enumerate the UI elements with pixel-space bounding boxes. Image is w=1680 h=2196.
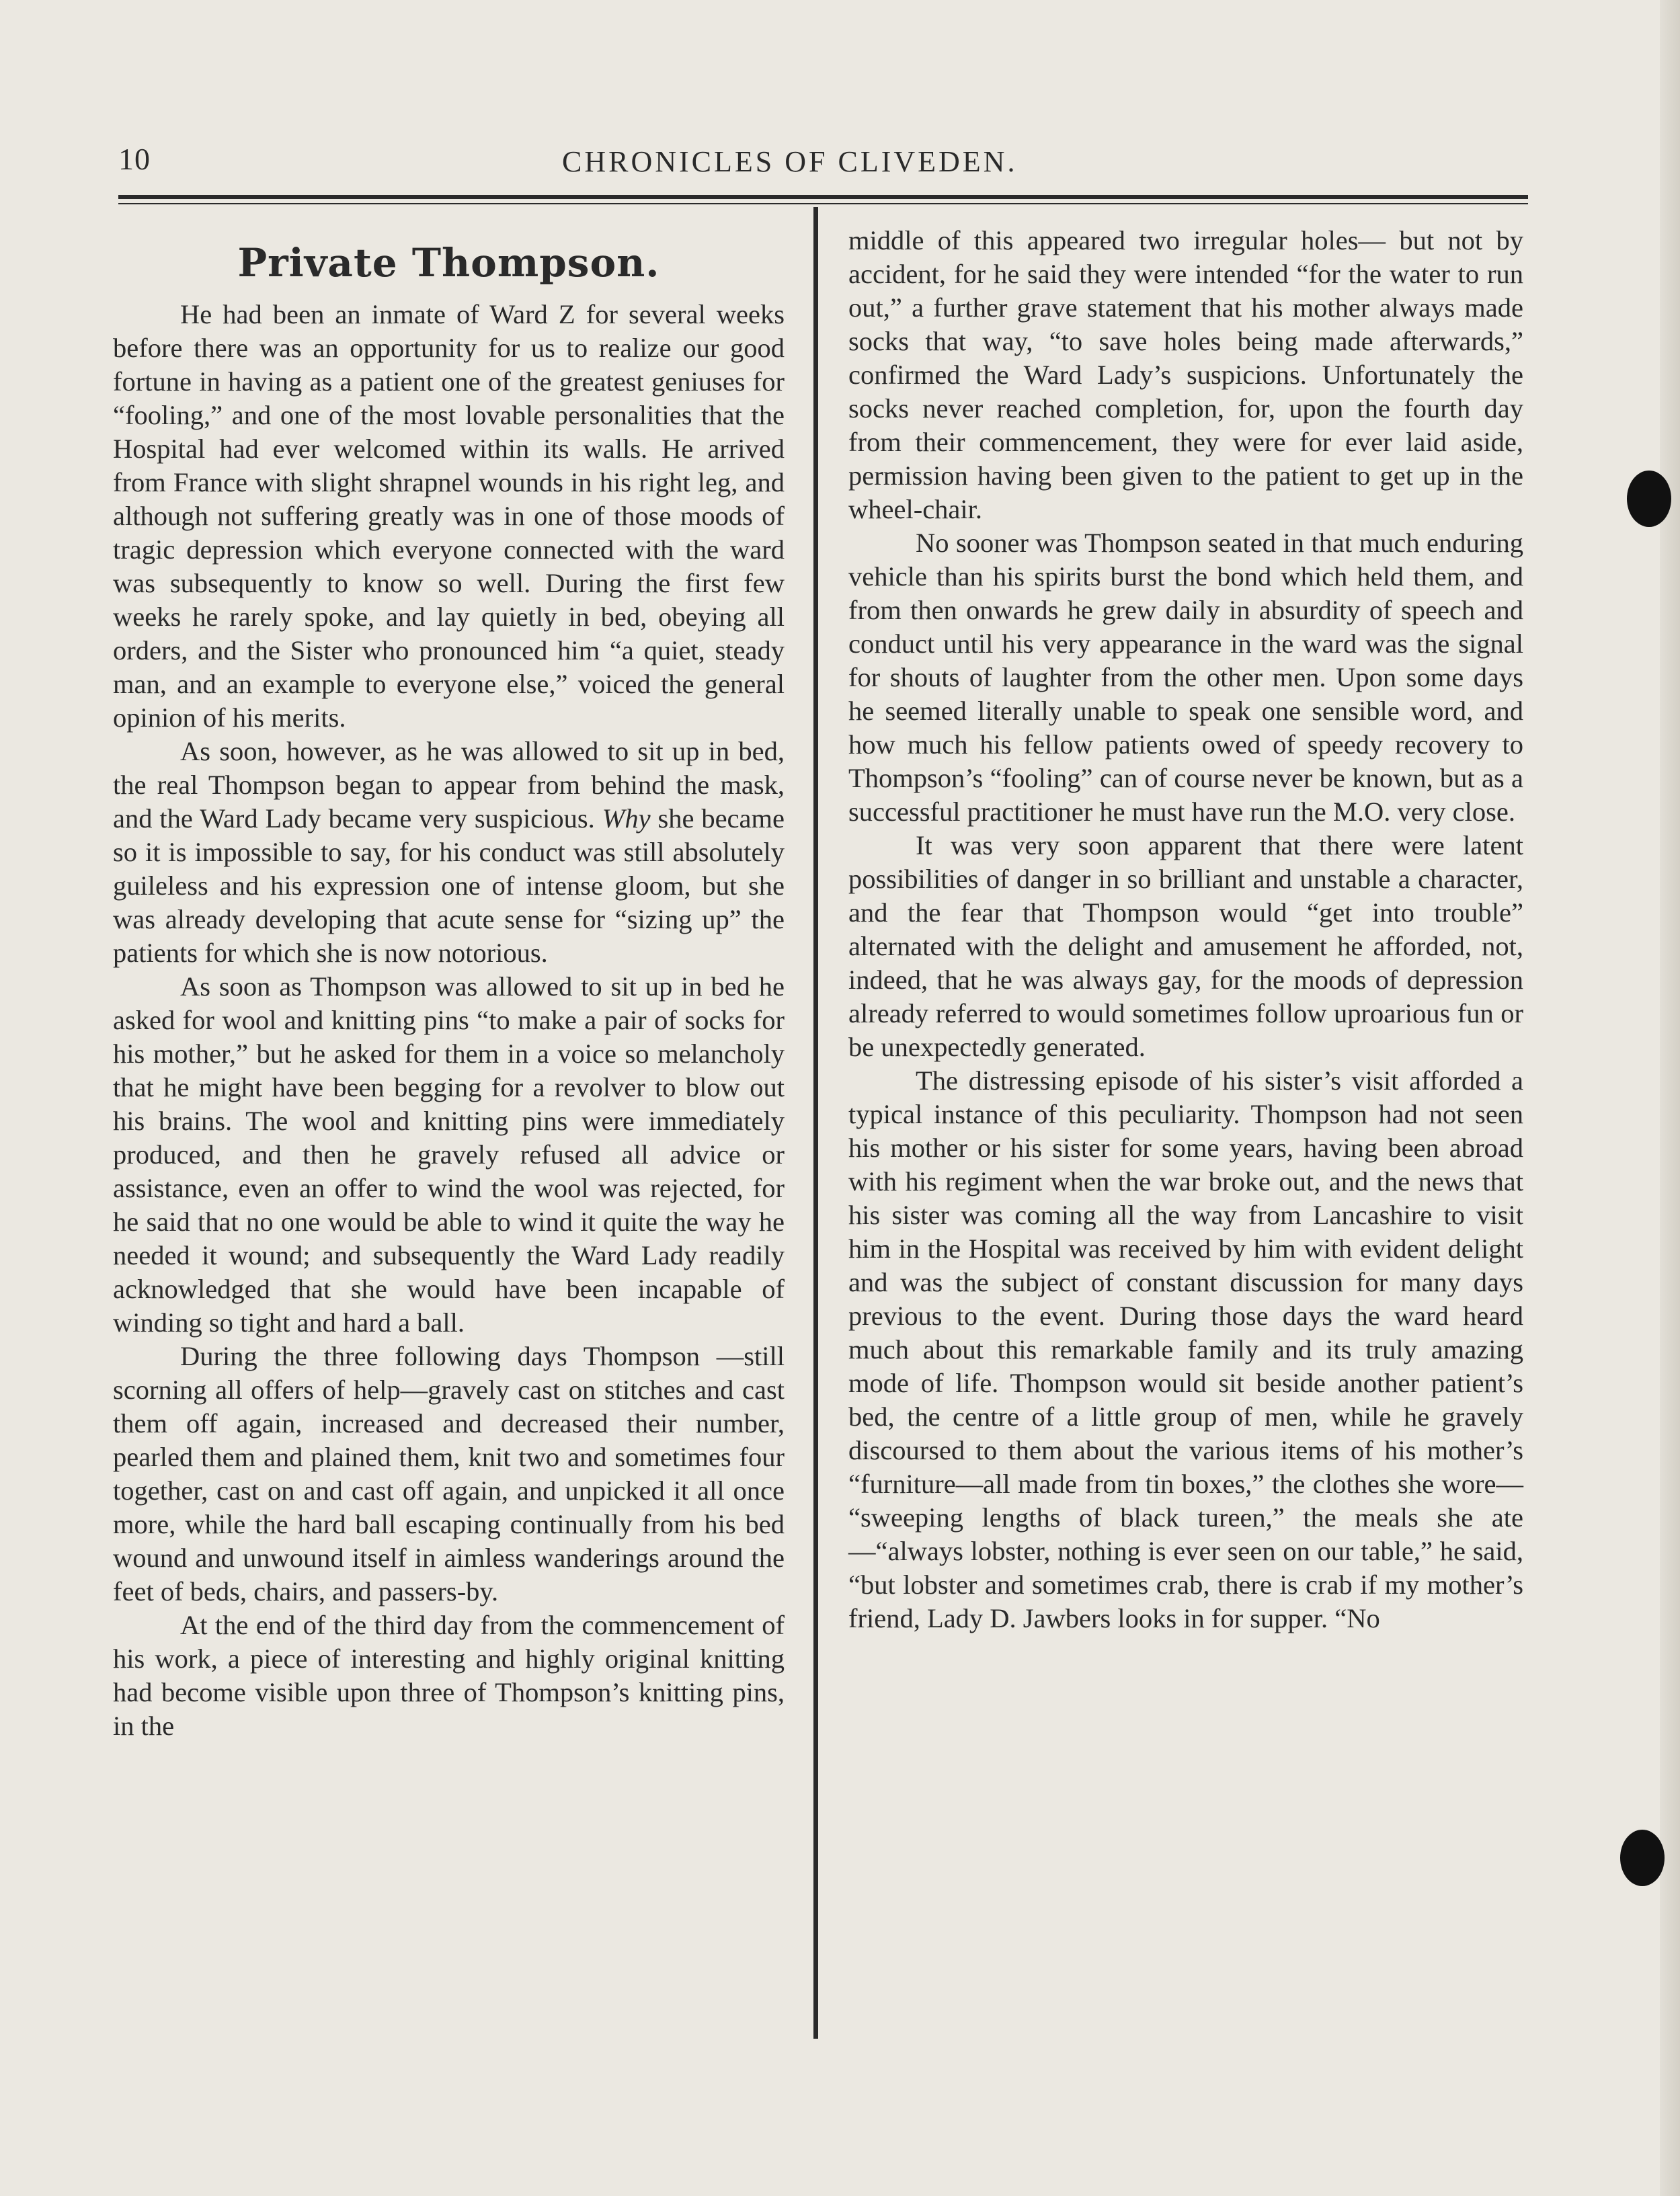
paragraph: The distressing episode of his sister’s visit afforded a typical instance of this peculiarity. Thompson had not seen his mother or his sister for some years, having been abroad with his regiment when the war broke out, and the news that his sister was coming all the way from Lancashire to visit him in the Hospital was received by him with evident delight and was the subject of constant discussion for many days previous to the event. During those days the ward heard much about this remarkable family and its truly amazing mode of life. Thompson would sit beside another patient’s bed, the centre of a little group of men, while he gravely discoursed to them about the various items of his mother’s “furniture—all made from tin boxes,” the clothes she wore— “sweeping lengths of black tureen,” the meals she ate—“always lobster, nothing is ever seen on our table,” he said, “but lobster and sometimes crab, there is crab if my mother’s friend, Lady D. Jawbers looks in for supper. “No xyxy=(848,1065,1523,1633)
right-column xyxy=(848,224,1523,1635)
column-divider xyxy=(813,207,818,2039)
punch-hole-bottom xyxy=(1620,1830,1665,1886)
punch-hole-top xyxy=(1627,471,1671,527)
paragraph: No sooner was Thompson seated in that much enduring vehicle than his spirits burst the bond which held them, and from then onwards he grew daily in absurdity of speech and conduct until his very appearance in the ward was the signal for shouts of laughter from the other men. Upon some days he seemed literally unable to speak one sensible word, and how much his fellow patients owed of speedy recovery to Thompson’s “fooling” can of course never be known, but as a successful practitioner he must have run the M.O. very close. xyxy=(848,528,1523,827)
header-rule-thin xyxy=(118,203,1528,204)
paragraph: It was very soon apparent that there were latent possibilities of danger in so brilliant and unstable a character, and the fear that Thompson would “get into trouble” alternated with the delight and amusement he afforded, not, indeed, that he was always gay, for the moods of depression already referred to would sometimes follow uproarious fun or be unexpectedly generated. xyxy=(848,830,1523,1062)
running-title: CHRONICLES OF CLIVEDEN. xyxy=(562,145,1018,178)
paragraph-continued: middle of this appeared two irregular holes— but not by accident, for he said they were intended “for the water to run out,” a further grave statement that his mother always made socks that way, “to save holes being made afterwards,” confirmed the Ward Lady’s suspicions. Unfortunately the socks never reached completion, for, upon the fourth day from their commencement, they were for ever laid aside, permission having been given to the patient to get up in the wheel-chair. xyxy=(848,225,1523,524)
emphasis-text: Why xyxy=(602,803,651,833)
paragraph: During the three following days Thompson —still scorning all offers of help—gravely cast on stitches and cast them off again, increased and decreased their number, pearled them and plained them, knit two and sometimes four together, cast on and cast off again, and unpicked it all once more, while the hard ball escaping continually from his bed wound and unwound itself in aimless wanderings around the feet of beds, chairs, and passers-by. xyxy=(113,1341,785,1607)
paragraph: At the end of the third day from the commencement of his work, a piece of interesting and highly original knitting had become visible upon three of Thompson’s knitting pins, in the xyxy=(113,1610,785,1741)
paragraph: As soon as Thompson was allowed to sit up in bed he asked for wool and knitting pins “to make a pair of socks for his mother,” but he asked for them in a voice so melancholy that he might have been begging for a revolver to blow out his brains. The wool and knitting pins were immediately produced, and then he gravely refused all advice or assistance, even an offer to wind the wool was rejected, for he said that no one would be able to wind it quite the way he needed it wound; and subsequently the Ward Lady readily acknowledged that she would have been incapable of winding so tight and hard a ball. xyxy=(113,971,785,1338)
paragraph: He had been an inmate of Ward Z for several weeks before there was an opportunity for us to realize our good fortune in having as a patient one of the greatest geniuses for “fooling,” and one of the most lovable personalities that the Hospital had ever welcomed within its walls. He arrived from France with slight shrapnel wounds in his right leg, and although not suffering greatly was in one of those moods of tragic depression which everyone connected with the ward was subsequently to know so well. During the first few weeks he rarely spoke, and lay quietly in bed, obeying all orders, and the Sister who pronounced him “a quiet, steady man, and an example to everyone else,” voiced the general opinion of his merits. xyxy=(113,299,785,733)
paragraph-text: As soon, however, as he was allowed to sit up in bed, the real Thompson began to appear from behind the mask, and the Ward Lady became very suspicious. xyxy=(113,736,785,833)
paragraph-text: she became so it is impossible to say, for his conduct was still absolutely guileless and his expression one of intense gloom, but she was already developing that acute sense for “sizing up” the patients for which she is now notorious. xyxy=(113,803,785,968)
paragraph xyxy=(113,735,785,970)
article-title: Private Thompson. xyxy=(237,240,660,286)
left-column xyxy=(113,232,785,1743)
header-rule xyxy=(118,195,1528,199)
page-number: 10 xyxy=(118,142,151,176)
